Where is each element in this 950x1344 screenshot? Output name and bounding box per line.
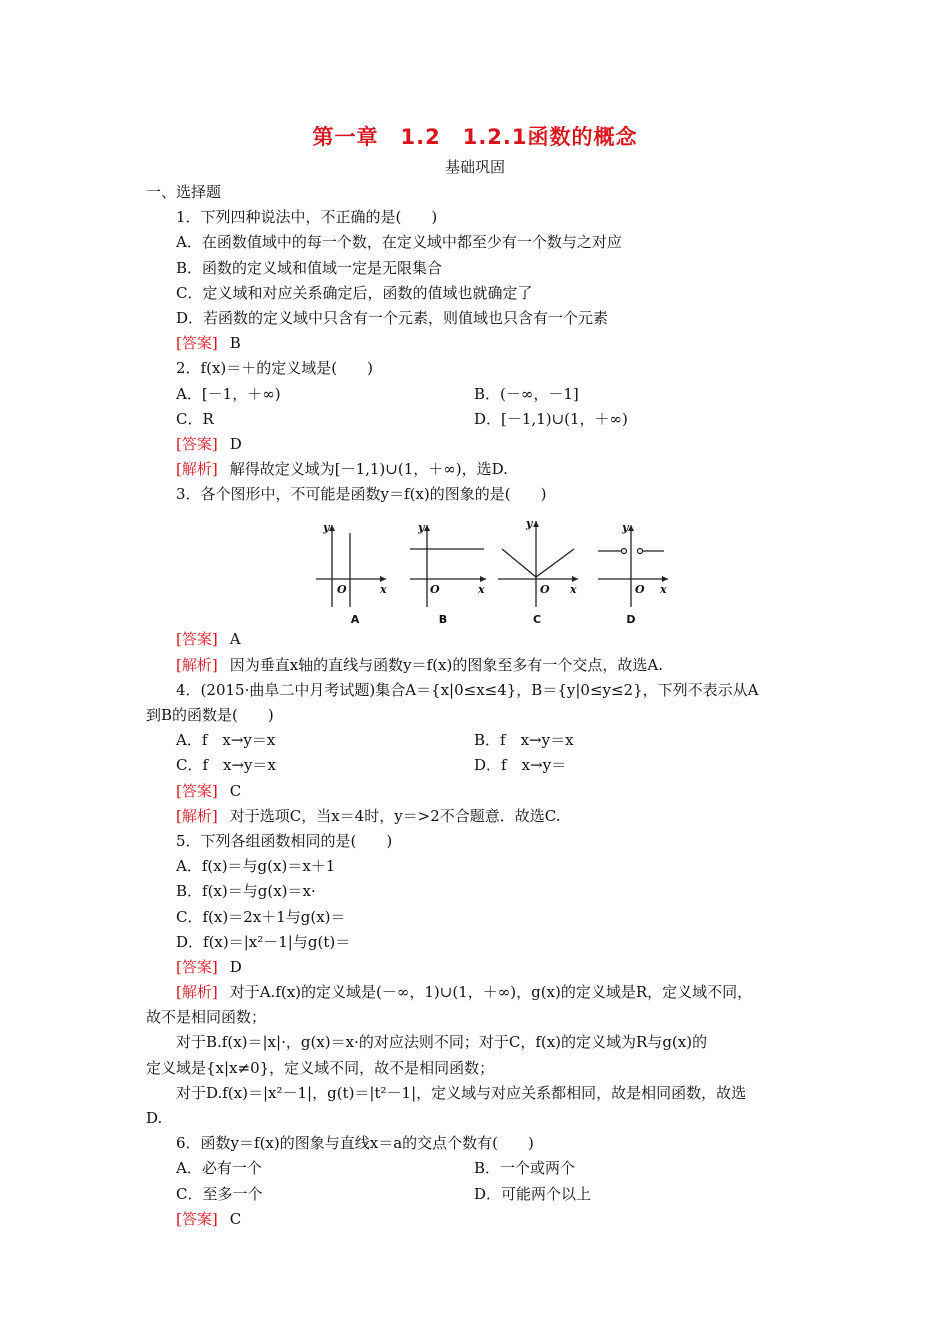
answer-tag: [答案] bbox=[176, 957, 218, 976]
q4-stem-line2: 到B的函数是( ) bbox=[146, 706, 274, 724]
graph-d-origin: O bbox=[635, 583, 645, 597]
q4-option-b: B．f x→y＝x bbox=[474, 731, 574, 750]
analysis-text: 对于A.f(x)的定义域是(－∞，1)∪(1，＋∞)，g(x)的定义域是R，定义域不同， bbox=[229, 983, 753, 1002]
q1-option-a: A．在函数值域中的每一个数，在定义域中都至少有一个数与之对应 bbox=[176, 233, 622, 252]
section-heading: 一、选择题 bbox=[146, 183, 222, 201]
q6-options-row2 bbox=[146, 1182, 814, 1207]
document-body bbox=[146, 180, 814, 1232]
q2-options-row2 bbox=[146, 407, 814, 432]
analysis-text: 因为垂直x轴的直线与函数y＝f(x)的图象至多有一个交点，故选A. bbox=[229, 655, 663, 674]
q6-stem: 6．函数y＝f(x)的图象与直线x＝a的交点个数有( ) bbox=[176, 1134, 534, 1153]
graph-c-y-label: y bbox=[526, 517, 533, 531]
q1-stem: 1．下列四种说法中，不正确的是( ) bbox=[176, 208, 438, 227]
answer-value: C bbox=[229, 1209, 242, 1228]
arrow-icon bbox=[628, 525, 634, 531]
q5-analysis-line3: 对于B.f(x)＝|x|·，g(x)＝x·的对应法则不同；对于C，f(x)的定义域为R与g(x)的 bbox=[176, 1033, 708, 1052]
q5-answer bbox=[146, 955, 814, 980]
q1-option-d: D．若函数的定义域中只含有一个元素，则值域也只含有一个元素 bbox=[176, 308, 609, 327]
graph-a-origin: O bbox=[337, 583, 347, 597]
graph-d-caption: D bbox=[626, 613, 636, 627]
q5-analysis-line5: 对于D.f(x)＝|x²－1|，g(t)＝|t²－1|，定义域与对应关系都相同，故是相同函数，故选 bbox=[176, 1083, 747, 1102]
q3-stem: 3．各个图形中，不可能是函数y＝f(x)的图象的是( ) bbox=[176, 485, 547, 504]
q5-analysis-line2: 故不是相同函数； bbox=[146, 1008, 267, 1027]
graph-d-open-point-right bbox=[638, 549, 643, 554]
q2-option-c: C．R bbox=[176, 409, 214, 428]
graph-b-caption: B bbox=[438, 613, 448, 627]
answer-tag: [答案] bbox=[176, 334, 218, 353]
analysis-text: 对于选项C，当x＝4时，y＝>2不合题意．故选C. bbox=[229, 806, 561, 825]
analysis-tag: [解析] bbox=[176, 983, 218, 1002]
q4-answer bbox=[146, 779, 814, 804]
q5-option-d: D．f(x)＝|x²－1|与g(t)＝ bbox=[176, 932, 351, 951]
q6-option-d: D．可能两个以上 bbox=[474, 1184, 592, 1203]
q1-option-c: C．定义域和对应关系确定后，函数的值域也就确定了 bbox=[176, 283, 533, 302]
answer-tag: [答案] bbox=[176, 781, 218, 800]
q2-stem: 2．f(x)＝＋的定义域是( ) bbox=[176, 359, 373, 378]
arrow-icon bbox=[424, 525, 430, 531]
q5-option-a: A．f(x)＝与g(x)＝x＋1 bbox=[176, 857, 336, 876]
q1-answer bbox=[146, 331, 814, 356]
q5-stem: 5．下列各组函数相同的是( ) bbox=[176, 831, 393, 850]
arrow-icon bbox=[662, 576, 668, 582]
arrow-icon bbox=[572, 576, 578, 582]
graph-c-x-label: x bbox=[570, 583, 577, 597]
graph-b-x-label: x bbox=[478, 583, 485, 597]
graph-b-origin: O bbox=[430, 583, 440, 597]
q5-option-c: C．f(x)＝2x＋1与g(x)＝ bbox=[176, 907, 346, 926]
q4-option-d: D．f x→y＝ bbox=[474, 756, 567, 775]
page-subtitle: 基础巩固 bbox=[444, 158, 505, 176]
q4-analysis bbox=[146, 804, 814, 829]
graph-c-origin: O bbox=[540, 583, 550, 597]
answer-value: D bbox=[229, 434, 242, 453]
graph-c-v-curve bbox=[502, 549, 574, 577]
graph-a-y-label: y bbox=[323, 521, 330, 535]
q5-analysis-line6: D. bbox=[146, 1109, 163, 1127]
answer-value: D bbox=[229, 957, 242, 976]
q5-analysis bbox=[146, 980, 814, 1005]
graph-d-y-label: y bbox=[622, 521, 629, 535]
answer-value: A bbox=[229, 630, 241, 649]
q3-graphs-figure bbox=[146, 507, 814, 627]
graph-a-x-label: x bbox=[380, 583, 387, 597]
arrow-icon bbox=[533, 521, 539, 527]
q5-option-b: B．f(x)＝与g(x)＝x· bbox=[176, 882, 316, 901]
q6-option-a: A．必有一个 bbox=[176, 1159, 262, 1178]
graph-a-caption: A bbox=[350, 613, 360, 627]
analysis-tag: [解析] bbox=[176, 460, 218, 479]
graph-d-open-point-left bbox=[622, 549, 627, 554]
analysis-tag: [解析] bbox=[176, 806, 218, 825]
analysis-tag: [解析] bbox=[176, 655, 218, 674]
q4-option-c: C．f x→y＝x bbox=[176, 756, 276, 775]
q2-option-d: D．[－1,1)∪(1，＋∞) bbox=[474, 409, 628, 428]
q4-stem-line1: 4．(2015·曲阜二中月考试题)集合A＝{x|0≤x≤4}，B＝{y|0≤y≤2}，下列不表示从A bbox=[176, 680, 759, 699]
q1-option-b: B．函数的定义域和值域一定是无限集合 bbox=[176, 258, 443, 277]
graph-b-y-label: y bbox=[418, 521, 425, 535]
answer-tag: [答案] bbox=[176, 630, 218, 649]
q4-options-row2 bbox=[146, 753, 814, 778]
arrow-icon bbox=[480, 576, 486, 582]
q3-analysis bbox=[146, 653, 814, 678]
arrow-icon bbox=[329, 525, 335, 531]
q6-options-row1 bbox=[146, 1156, 814, 1181]
q6-option-b: B．一个或两个 bbox=[474, 1159, 576, 1178]
q5-analysis-line4: 定义域是{x|x≠0}，定义域不同，故不是相同函数； bbox=[146, 1058, 495, 1077]
q2-answer bbox=[146, 432, 814, 457]
answer-tag: [答案] bbox=[176, 1209, 218, 1228]
q4-option-a: A．f x→y＝x bbox=[176, 731, 276, 750]
q2-option-a: A．[－1，＋∞) bbox=[176, 384, 281, 403]
q2-options-row1 bbox=[146, 382, 814, 407]
analysis-text: 解得故定义域为[－1,1)∪(1，＋∞)，选D. bbox=[229, 460, 508, 479]
q6-option-c: C．至多一个 bbox=[176, 1184, 263, 1203]
q3-answer bbox=[146, 627, 814, 652]
q2-analysis bbox=[146, 457, 814, 482]
graph-d-x-label: x bbox=[660, 583, 667, 597]
q4-options-row1 bbox=[146, 728, 814, 753]
arrow-icon bbox=[380, 576, 386, 582]
page-title: 第一章 1.2 1.2.1函数的概念 bbox=[312, 125, 638, 149]
q2-option-b: B．(－∞，－1] bbox=[474, 384, 579, 403]
answer-value: C bbox=[229, 781, 242, 800]
answer-tag: [答案] bbox=[176, 434, 218, 453]
answer-value: B bbox=[229, 334, 241, 353]
graph-c-caption: C bbox=[532, 613, 542, 627]
q6-answer bbox=[146, 1207, 814, 1232]
